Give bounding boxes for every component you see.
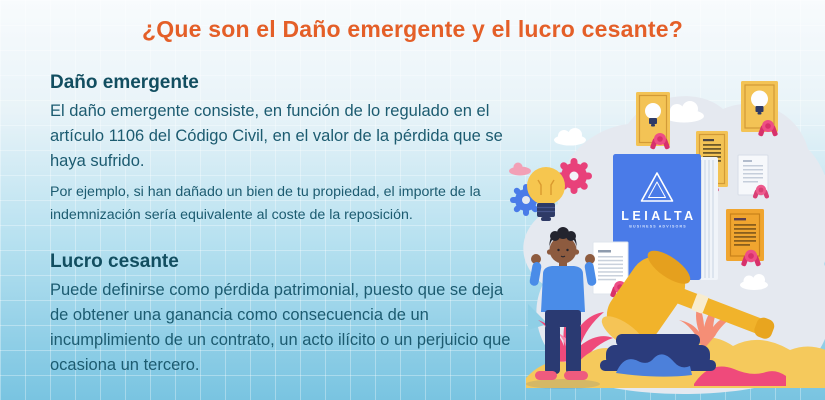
section-body: Puede definirse como pérdida patrimonial, puesto que se deja de obtener una ganancia como consecuencia de un incumplimiento de un contrato, un acto ilícito o un perjuicio que ocasiona un tercero. bbox=[50, 280, 511, 374]
section-heading: Lucro cesante bbox=[50, 250, 179, 272]
page-title: ¿Que son el Daño emergente y el lucro cesante? bbox=[142, 16, 683, 42]
pink-cloud-icon bbox=[509, 163, 531, 176]
cloud-icon bbox=[554, 128, 586, 146]
section-dano-emergente bbox=[50, 72, 514, 227]
shadow bbox=[526, 379, 600, 389]
certificate-icon bbox=[738, 155, 770, 199]
section-heading: Daño emergente bbox=[50, 72, 199, 93]
book-tagline-text: BUSINESS ADVISORS bbox=[629, 224, 687, 229]
section-note: Por ejemplo, si han dañado un bien de tu propiedad, el importe de la indemnización sería equivalente al coste de la reposición. bbox=[50, 184, 481, 223]
book-brand-text: LEIALTA bbox=[621, 209, 697, 223]
content-column bbox=[50, 72, 514, 378]
section-body: El daño emergente consiste, en función de lo regulado en el artículo 1106 del Código Civil, en el valor de la pérdida que se haya sufrido. bbox=[50, 102, 503, 171]
certificate-icon bbox=[636, 92, 670, 150]
section-lucro-cesante bbox=[50, 251, 514, 378]
certificate-icon bbox=[741, 81, 778, 137]
legal-illustration bbox=[498, 54, 825, 400]
certificate-icon bbox=[726, 209, 764, 267]
